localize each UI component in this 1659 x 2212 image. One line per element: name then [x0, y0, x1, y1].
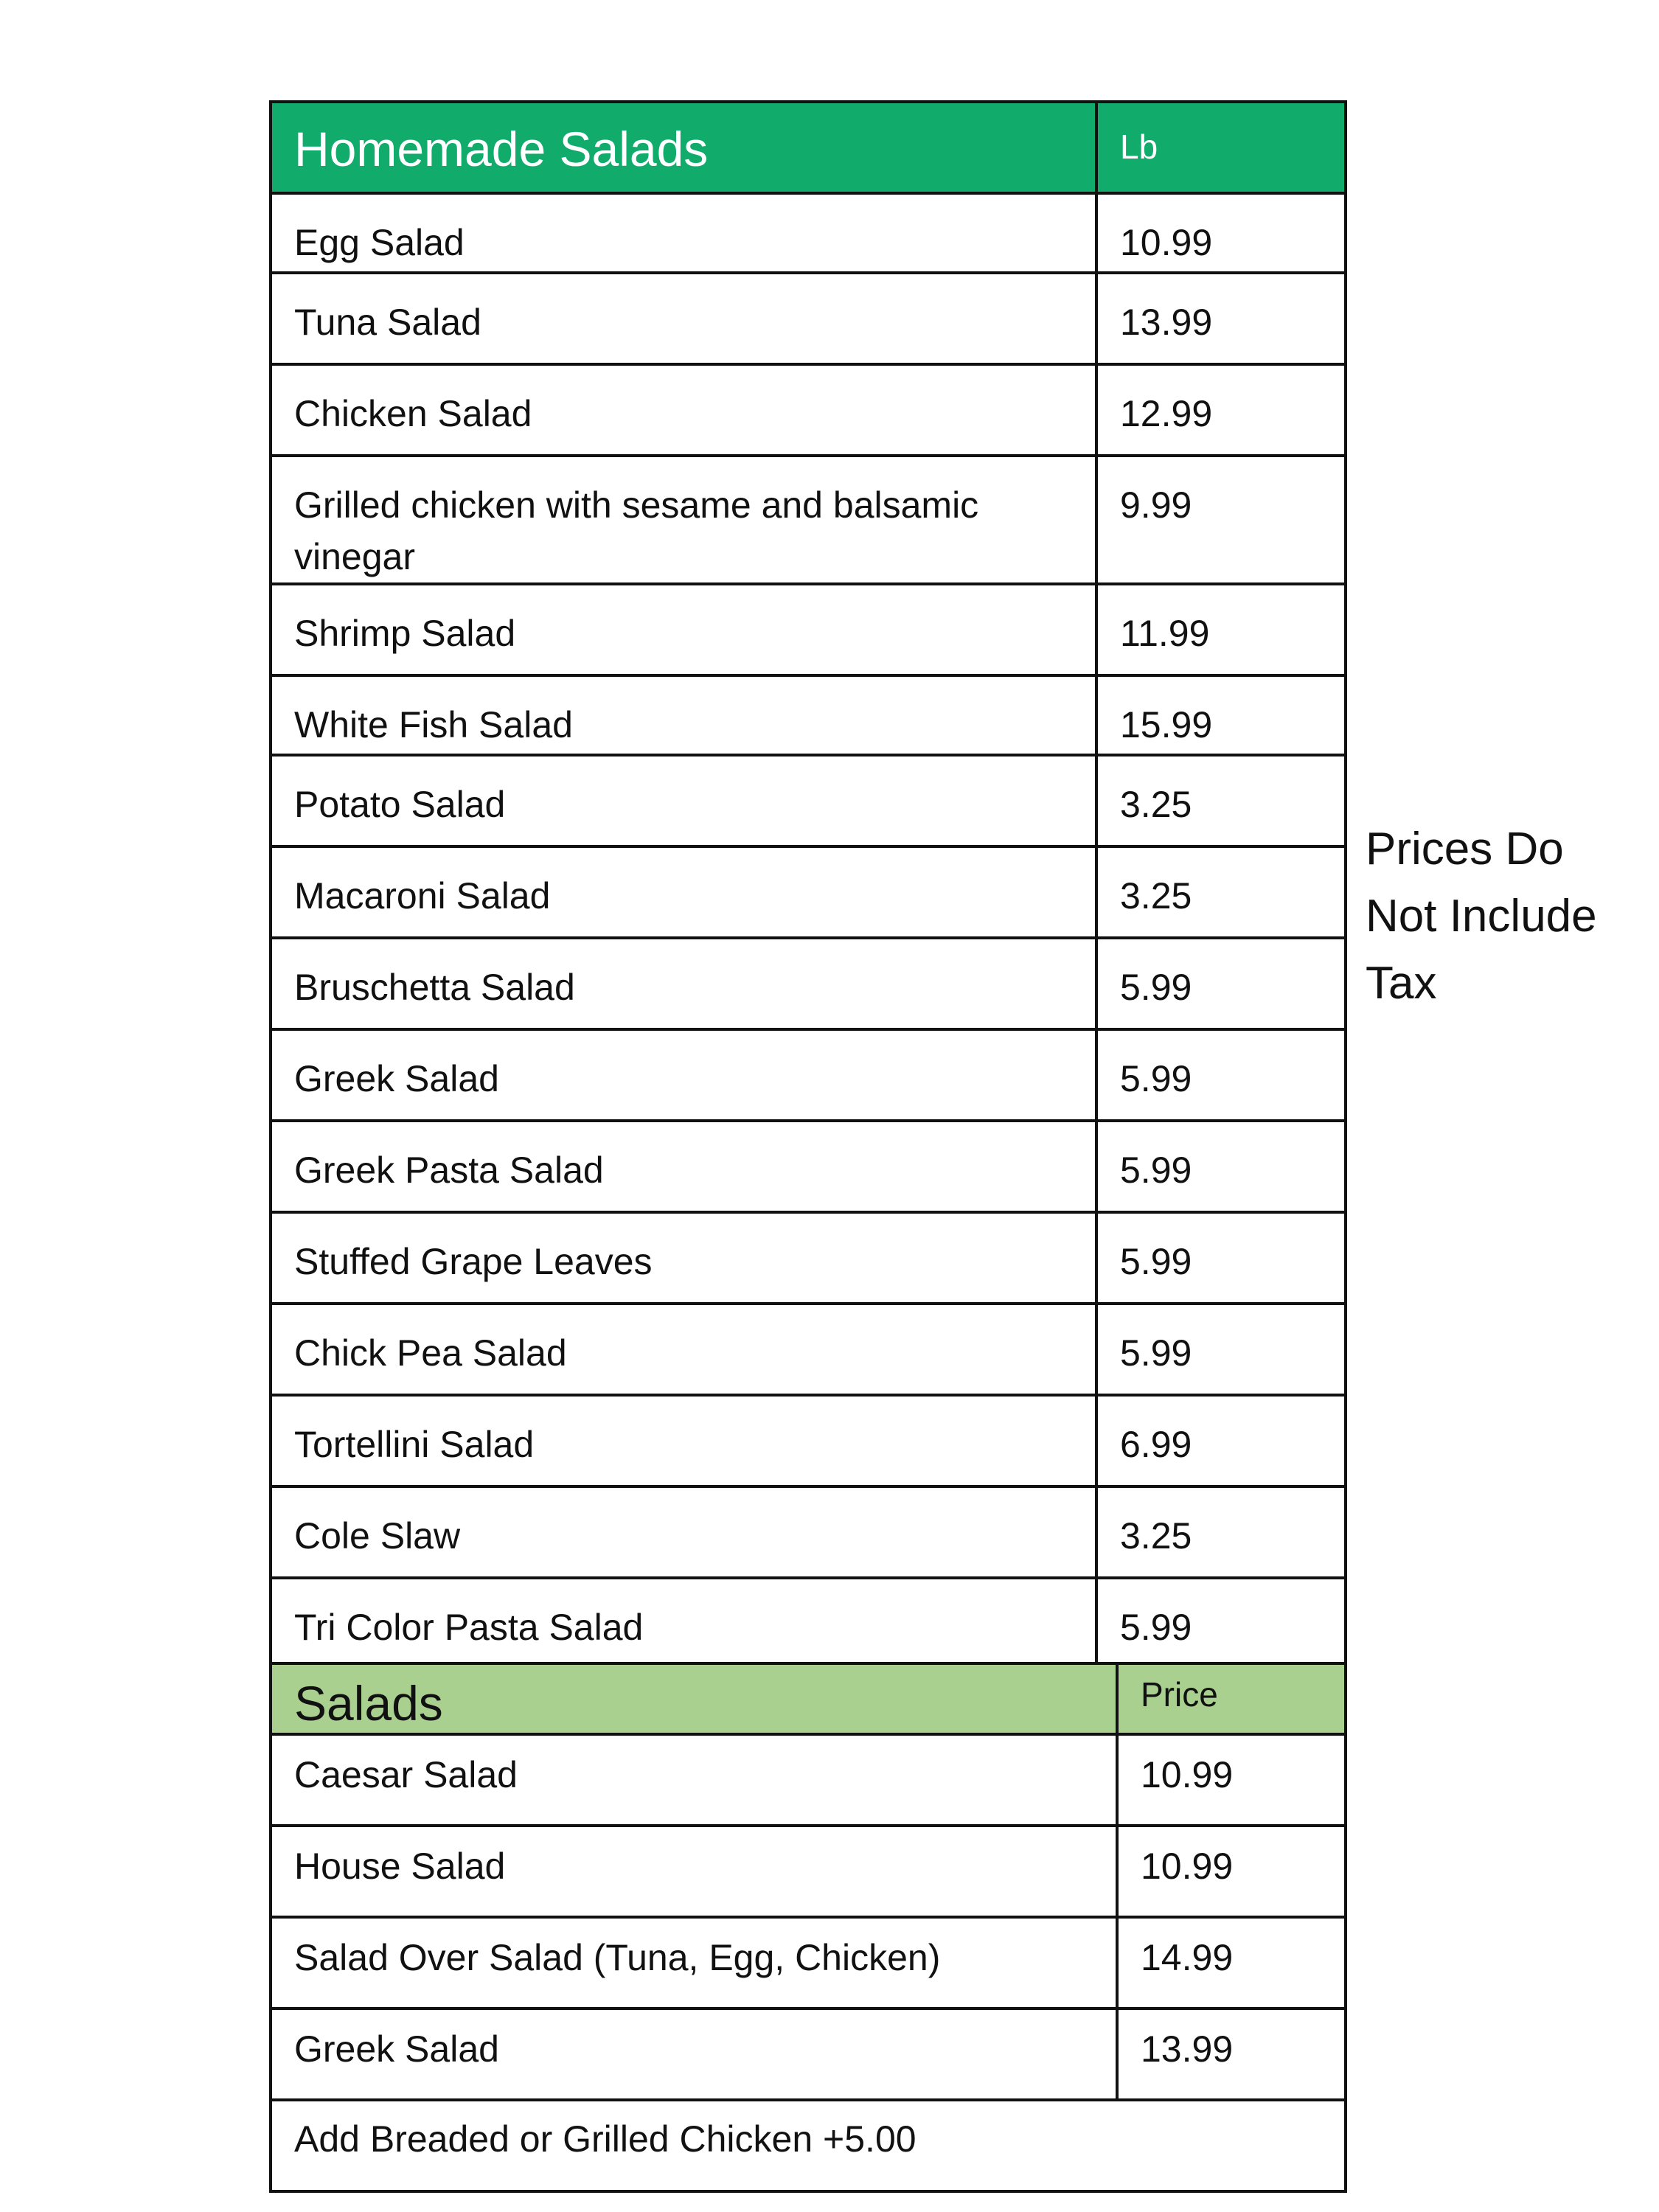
- menu-row: [271, 1917, 1346, 2008]
- menu-item-name: Tuna Salad: [271, 273, 1096, 364]
- menu-row: [271, 1734, 1346, 1826]
- menu-item-price: 5.99: [1096, 1304, 1346, 1395]
- menu-item-name: Chicken Salad: [271, 364, 1096, 456]
- menu-row: [271, 1212, 1346, 1304]
- menu-row: [271, 273, 1346, 364]
- menu-item-name: Tortellini Salad: [271, 1395, 1096, 1486]
- menu-row: [271, 1578, 1346, 1669]
- menu-item-name: Greek Pasta Salad: [271, 1121, 1096, 1212]
- homemade-salads-header: [271, 102, 1346, 193]
- menu-item-name: Stuffed Grape Leaves: [271, 1212, 1096, 1304]
- menu-row: [271, 193, 1346, 273]
- salads-title: Salads: [271, 1663, 1117, 1734]
- menu-item-name: Macaroni Salad: [271, 846, 1096, 938]
- menu-row: [271, 1304, 1346, 1395]
- menu-item-price: 3.25: [1096, 846, 1346, 938]
- menu-row: [271, 938, 1346, 1029]
- menu-row: [271, 846, 1346, 938]
- menu-row: [271, 364, 1346, 456]
- menu-item-price: 5.99: [1096, 938, 1346, 1029]
- menu-item-price: 11.99: [1096, 584, 1346, 675]
- menu-item-price: 14.99: [1117, 1917, 1346, 2008]
- salads-footer-row: [271, 2100, 1346, 2191]
- menu-item-price: 15.99: [1096, 675, 1346, 755]
- menu-item-price: 12.99: [1096, 364, 1346, 456]
- menu-item-price: 3.25: [1096, 1486, 1346, 1578]
- menu-item-price: 5.99: [1096, 1578, 1346, 1669]
- menu-item-name: White Fish Salad: [271, 675, 1096, 755]
- menu-item-name: Bruschetta Salad: [271, 938, 1096, 1029]
- unit-label: Lb: [1096, 102, 1346, 193]
- menu-item-name: Greek Salad: [271, 2008, 1117, 2100]
- menu-row: [271, 675, 1346, 755]
- menu-item-price: 9.99: [1096, 456, 1346, 584]
- menu-item-price: 5.99: [1096, 1121, 1346, 1212]
- menu-item-price: 5.99: [1096, 1029, 1346, 1121]
- menu-row: [271, 584, 1346, 675]
- menu-item-name: Salad Over Salad (Tuna, Egg, Chicken): [271, 1917, 1117, 2008]
- menu-item-price: 3.25: [1096, 755, 1346, 846]
- menu-item-name: Egg Salad: [271, 193, 1096, 273]
- menu-item-name: Caesar Salad: [271, 1734, 1117, 1826]
- menu-item-price: 10.99: [1117, 1734, 1346, 1826]
- menu-row: [271, 755, 1346, 846]
- menu-item-price: 13.99: [1096, 273, 1346, 364]
- salads-header: [271, 1663, 1346, 1734]
- menu-item-price: 13.99: [1117, 2008, 1346, 2100]
- salads-table: [269, 1662, 1347, 2193]
- menu-row: [271, 2008, 1346, 2100]
- menu-item-name: Potato Salad: [271, 755, 1096, 846]
- menu-item-price: 6.99: [1096, 1395, 1346, 1486]
- menu-row: [271, 1486, 1346, 1578]
- menu-row: [271, 1826, 1346, 1917]
- menu-item-name: Chick Pea Salad: [271, 1304, 1096, 1395]
- menu-item-name: Cole Slaw: [271, 1486, 1096, 1578]
- menu-item-name: House Salad: [271, 1826, 1117, 1917]
- menu-item-price: 5.99: [1096, 1212, 1346, 1304]
- homemade-salads-title: Homemade Salads: [271, 102, 1096, 193]
- menu-item-price: 10.99: [1096, 193, 1346, 273]
- menu-item-name: Grilled chicken with sesame and balsamic vinegar: [271, 456, 1096, 584]
- price-label: Price: [1117, 1663, 1346, 1734]
- add-chicken-note: Add Breaded or Grilled Chicken +5.00: [271, 2100, 1346, 2191]
- homemade-salads-table: [269, 100, 1347, 1671]
- tax-note: Prices Do Not Include Tax: [1366, 824, 1597, 1009]
- menu-row: [271, 1121, 1346, 1212]
- menu-row: [271, 456, 1346, 584]
- menu-item-name: Shrimp Salad: [271, 584, 1096, 675]
- menu-row: [271, 1029, 1346, 1121]
- menu-item-price: 10.99: [1117, 1826, 1346, 1917]
- menu-item-name: Greek Salad: [271, 1029, 1096, 1121]
- menu-item-name: Tri Color Pasta Salad: [271, 1578, 1096, 1669]
- menu-row: [271, 1395, 1346, 1486]
